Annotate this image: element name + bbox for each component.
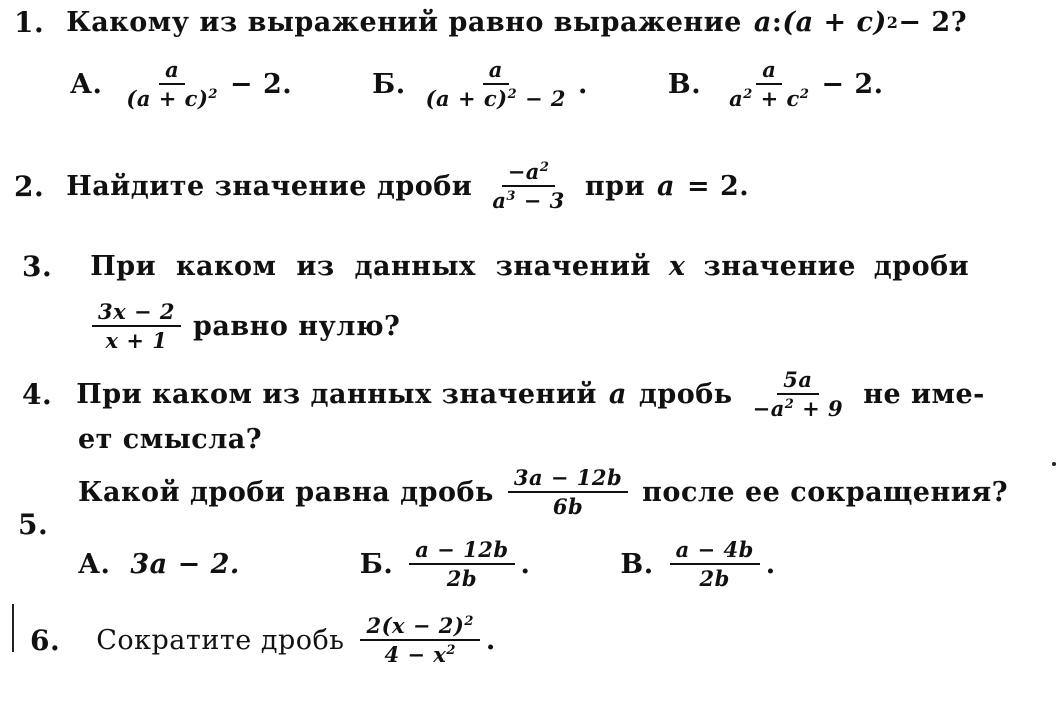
q1-expr-paren: (a + c) (782, 7, 887, 38)
q6-tail: . (485, 624, 496, 656)
q1-option-a-numerator: a (159, 58, 185, 85)
q1-option-a-den-base: (a + c) (126, 86, 209, 112)
q2-den-base: a (492, 188, 507, 214)
q4-number: 4. (22, 377, 53, 411)
q1-option-b-den-tail: − 2 (517, 86, 566, 112)
q6-den-exp: 2 (446, 643, 456, 659)
q5-denominator: 6b (552, 494, 584, 520)
q1-option-a-denominator (120, 85, 224, 110)
q6-num-base: 2(x − 2) (366, 613, 465, 638)
q1-option-c-numerator: a (756, 58, 782, 85)
q1-option-c-denominator (723, 85, 815, 110)
q2-tail-pre: при (584, 170, 645, 202)
q6-den-base: 4 − x (384, 642, 447, 668)
q3-number: 3. (22, 250, 53, 283)
q1-option-c-label: В. (667, 68, 702, 100)
q3-denominator: x + 1 (105, 328, 168, 354)
q5-option-a-label: А. (78, 548, 111, 580)
q4-line2: ет смысла? (78, 424, 263, 455)
q1-option-c-den-mid: + c (752, 86, 800, 112)
q4-numerator: 5a (777, 368, 818, 395)
q1-option-b-numerator: a (483, 58, 509, 85)
q5-numerator: 3a − 12b (508, 466, 628, 493)
q1-option-b-denominator (420, 85, 572, 110)
q6-numerator (360, 614, 479, 641)
q4-denominator (747, 395, 850, 420)
q4-text-var: a (608, 378, 627, 410)
q5-line (78, 466, 1008, 518)
q2-num-exp: 2 (539, 160, 550, 175)
q4-tail: не име- (863, 378, 985, 410)
q2-number: 2. (14, 169, 45, 203)
q5-tail: после ее сокращения? (642, 476, 1009, 508)
q5-option-b-label: Б. (359, 548, 394, 580)
q1-option-b-den-exp: 2 (507, 87, 518, 103)
q3-text-var: x (668, 251, 686, 282)
q1-option-c-den-c-exp: 2 (799, 87, 810, 103)
left-margin-line (12, 604, 14, 652)
q2-fraction (486, 160, 571, 212)
q1-option-c-tail: − 2. (821, 68, 884, 100)
q5-option-a-value: 3a − 2. (130, 548, 240, 580)
q4-fraction (747, 368, 850, 420)
q1-option-a-den-exp: 2 (208, 87, 218, 103)
q4-den-tail: + 9 (794, 396, 844, 422)
q6-number: 6. (30, 623, 61, 657)
q5-option-c-denominator: 2b (699, 566, 730, 592)
q1-expr-colon: : (771, 7, 783, 38)
q2-den-exp: 3 (506, 189, 516, 205)
q1-line: 1. Какому из выражений равно выражение a : (a + c) 2 − 2? (14, 6, 968, 39)
q1-option-a-fraction (120, 58, 224, 110)
q3-tail: равно нулю? (192, 310, 401, 342)
q4-line (22, 368, 985, 420)
q1-option-b-tail: . (578, 68, 588, 100)
q3-text-pre: При каком из данных значений (90, 251, 651, 282)
q4-text-mid: дробь (638, 378, 733, 410)
q1-option-a-tail: − 2. (229, 68, 293, 100)
q1-number: 1. (14, 6, 45, 39)
q3-numerator: 3x − 2 (92, 300, 181, 327)
q6-denominator (378, 641, 461, 666)
q5-option-b-denominator: 2b (446, 566, 478, 592)
q2-line (14, 160, 749, 212)
q2-tail-eq: = 2. (686, 170, 750, 202)
q5-option-c-fraction (670, 538, 760, 590)
q1-option-b-den-base: (a + c) (425, 86, 508, 112)
q5-number-line (18, 508, 48, 541)
q4-text-pre: При каком из данных значений (76, 378, 597, 410)
q5-option-b-numerator: a − 12b (409, 538, 514, 565)
q1-text: Какому из выражений равно выражение (66, 7, 742, 38)
q1-options (70, 58, 884, 110)
q5-fraction (508, 466, 628, 518)
q1-option-c-fraction (723, 58, 815, 110)
q2-num-base: −a (507, 159, 540, 184)
q6-fraction (360, 614, 479, 666)
q5-text: Какой дроби равна дробь (78, 476, 494, 508)
q3-line (22, 250, 969, 283)
q3-line-2 (92, 300, 400, 352)
q1-option-b-fraction (420, 58, 572, 110)
q5-number: 5. (18, 508, 49, 541)
q4-line-2 (78, 424, 262, 455)
q2-den-tail: − 3 (515, 188, 565, 214)
q2-tail-var: a (656, 170, 675, 202)
q5-option-b-tail: . (520, 548, 531, 580)
q5-options (78, 538, 776, 590)
q6-line (30, 614, 496, 666)
q3-text-post: значение дроби (703, 251, 970, 282)
q1-option-c-den-a: a (729, 86, 744, 112)
q1-option-c-den-a-exp: 2 (743, 87, 753, 103)
q6-num-exp: 2 (464, 614, 474, 629)
q6-text: Сократите дробь (96, 624, 345, 656)
q1-option-b-label: Б. (372, 68, 406, 100)
q1-option-a-label: А. (70, 68, 103, 100)
q5-option-c-numerator: a − 4b (670, 538, 760, 565)
q5-option-b-fraction (409, 538, 514, 590)
q1-expr-tail: − 2? (898, 7, 968, 38)
q2-denominator (486, 187, 571, 212)
q5-option-c-tail: . (765, 548, 776, 580)
q3-fraction (92, 300, 181, 352)
q4-den-exp: 2 (784, 397, 795, 413)
q2-numerator (502, 160, 556, 187)
q5-option-c-label: В. (620, 548, 654, 580)
q4-den-base: −a (752, 396, 785, 422)
q2-text: Найдите значение дроби (66, 170, 473, 202)
q1-expr-a: a (753, 7, 772, 38)
stray-dot (1052, 462, 1056, 466)
